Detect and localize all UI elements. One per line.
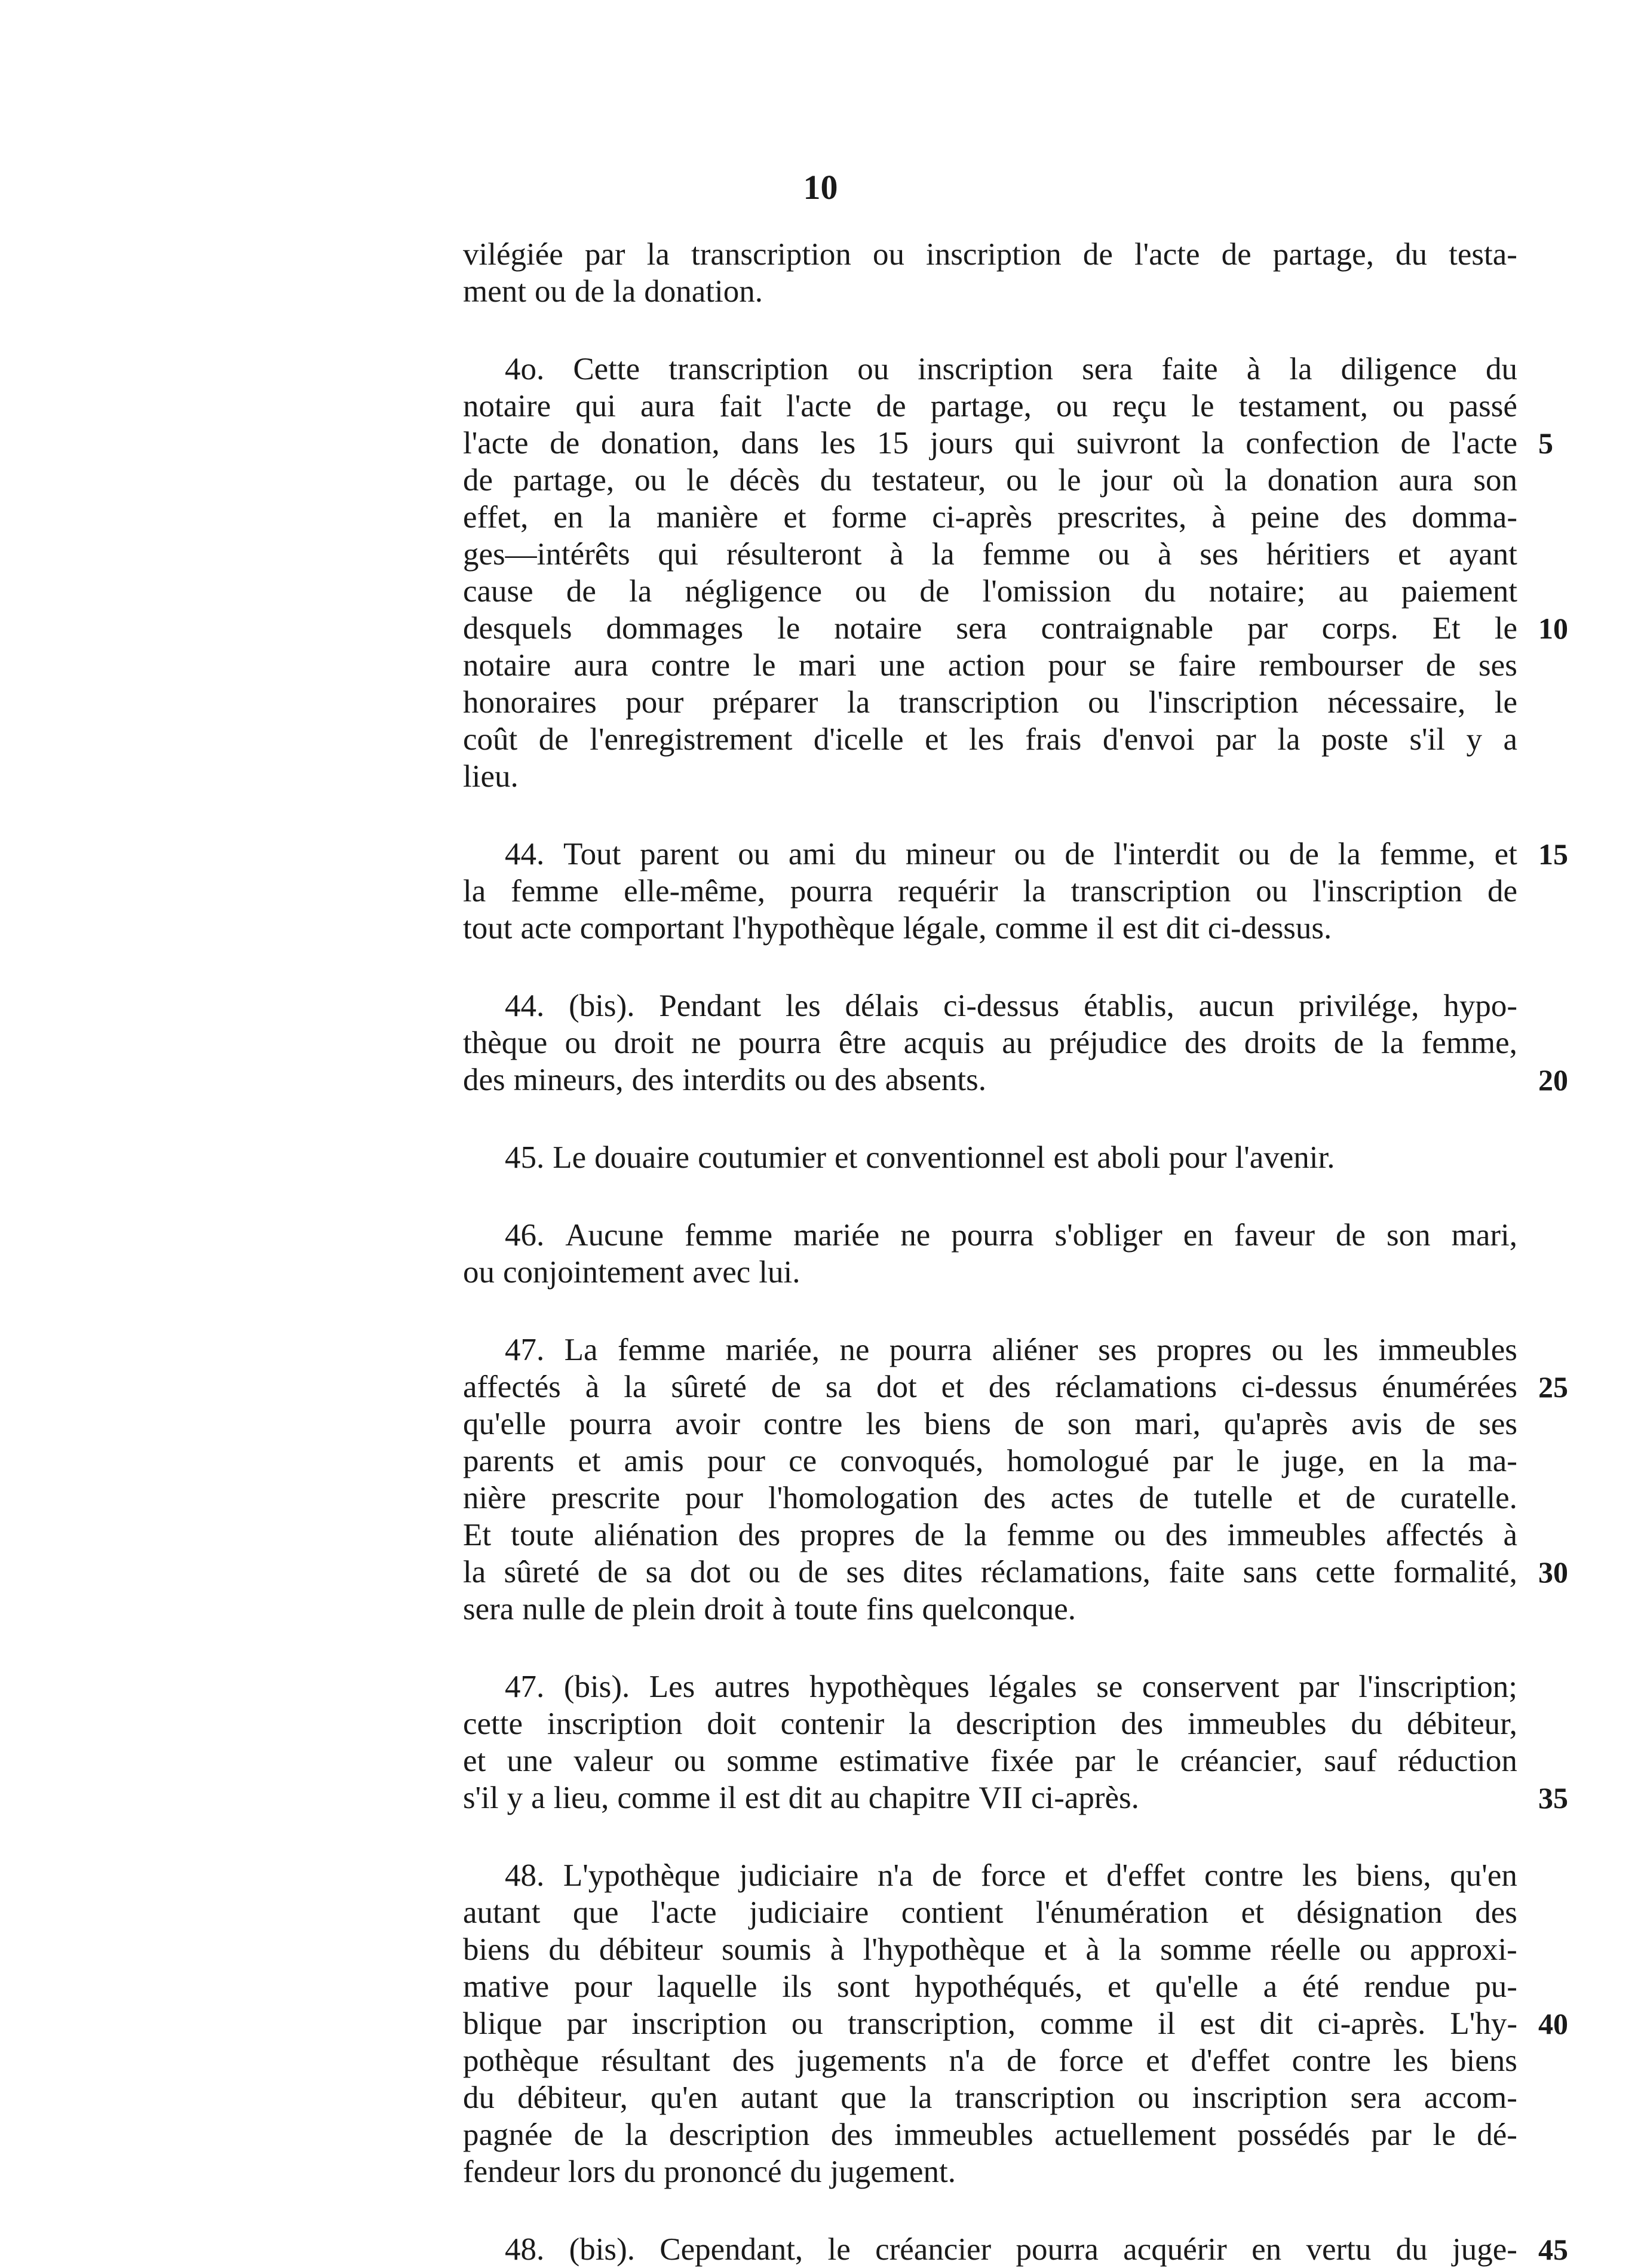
paragraph — [463, 236, 1517, 310]
paragraph — [463, 836, 1568, 947]
text-line: s'il y a lieu, comme il est dit au chapitre VII ci-après. 35 — [463, 1781, 1568, 1815]
margin-line-number: 25 — [1538, 1370, 1568, 1404]
text-line: ges—intérêts qui résulteront à la femme ou à ses héritiers et ayant — [463, 537, 1517, 572]
text-line: de partage, ou le décès du testateur, ou le jour où la donation aura son — [463, 463, 1517, 498]
margin-line-number: 45 — [1538, 2233, 1568, 2266]
text-line: coût de l'enregistrement d'icelle et les frais d'envoi par la poste s'il y a — [463, 722, 1517, 757]
text-line: nière prescrite pour l'homologation des actes de tutelle et de curatelle. — [463, 1481, 1517, 1515]
text-line: 48. (bis). Cependant, le créancier pourra acquérir en vertu du juge- 45 — [505, 2232, 1568, 2267]
text-line: 4o. Cette transcription ou inscription sera faite à la diligence du — [505, 352, 1517, 386]
text-line: sera nulle de plein droit à toute fins quelconque. — [463, 1592, 1076, 1626]
text-line: 44. (bis). Pendant les délais ci-dessus établis, aucun privilége, hypo- — [505, 989, 1517, 1023]
text-line: 48. L'ypothèque judiciaire n'a de force et d'effet contre les biens, qu'en — [505, 1858, 1517, 1893]
paragraph-gap — [463, 1628, 1517, 1668]
paragraph-gap — [463, 1176, 1517, 1217]
text-line: lieu. — [463, 759, 519, 794]
text-line: pagnée de la description des immeubles actuellement possédés par le dé- — [463, 2117, 1517, 2152]
text-line: ou conjointement avec lui. — [463, 1255, 800, 1290]
paragraph-gap — [463, 947, 1517, 987]
body-text — [463, 236, 1568, 2268]
text-line: l'acte de donation, dans les 15 jours qui suivront la confection de l'acte 5 — [463, 426, 1553, 461]
paragraph-gap — [463, 1291, 1517, 1331]
text-line: qu'elle pourra avoir contre les biens de son mari, qu'après avis de ses — [463, 1407, 1517, 1441]
text-line: vilégiée par la transcription ou inscription de l'acte de partage, du testa- — [463, 237, 1517, 272]
text-line: la sûreté de sa dot ou de ses dites réclamations, faite sans cette formalité, 30 — [463, 1555, 1568, 1589]
paragraph — [463, 1668, 1568, 1816]
text-line: notaire qui aura fait l'acte de partage, ou reçu le testament, ou passé — [463, 389, 1517, 423]
paragraph-gap — [463, 310, 1517, 351]
text-line: pothèque résultant des jugements n'a de force et d'effet contre les biens — [463, 2043, 1517, 2078]
margin-line-number: 5 — [1538, 426, 1553, 460]
text-line: autant que l'acte judiciaire contient l'énumération et désignation des — [463, 1895, 1517, 1930]
text-line: fendeur lors du prononcé du jugement. — [463, 2155, 956, 2189]
text-line: biens du débiteur soumis à l'hypothèque et à la somme réelle ou approxi- — [463, 1932, 1517, 1967]
text-line: 44. Tout parent ou ami du mineur ou de l'interdit ou de la femme, et 15 — [505, 837, 1568, 871]
text-line: affectés à la sûreté de sa dot et des réclamations ci-dessus énumérées 25 — [463, 1370, 1568, 1404]
paragraph — [463, 1217, 1517, 1291]
margin-line-number: 10 — [1538, 612, 1568, 645]
text-line: honoraires pour préparer la transcription ou l'inscription nécessaire, le — [463, 685, 1517, 720]
paragraph-gap — [463, 1098, 1517, 1139]
text-line: blique par inscription ou transcription, comme il est dit ci-après. L'hy- 40 — [463, 2006, 1568, 2041]
text-line: thèque ou droit ne pourra être acquis au préjudice des droits de la femme, — [463, 1026, 1517, 1060]
text-line: parents et amis pour ce convoqués, homologué par le juge, en la ma- — [463, 1444, 1517, 1478]
paragraph — [463, 1331, 1568, 1628]
text-line: 46. Aucune femme mariée ne pourra s'obliger en faveur de son mari, — [505, 1218, 1517, 1253]
text-line: mative pour laquelle ils sont hypothéqués, et qu'elle a été rendue pu- — [463, 1969, 1517, 2004]
text-line: la femme elle-même, pourra requérir la transcription ou l'inscription de — [463, 874, 1517, 909]
text-line: du débiteur, qu'en autant que la transcription ou inscription sera accom- — [463, 2080, 1517, 2115]
text-line: ment ou de la donation. — [463, 274, 763, 309]
margin-line-number: 35 — [1538, 1781, 1568, 1815]
paragraph-gap — [463, 2190, 1517, 2231]
paragraph — [463, 1857, 1568, 2190]
margin-line-number: 20 — [1538, 1063, 1568, 1097]
paragraph-gap — [463, 1816, 1517, 1857]
text-line: cette inscription doit contenir la description des immeubles du débiteur, — [463, 1707, 1517, 1741]
text-line: tout acte comportant l'hypothèque légale, comme il est dit ci-dessus. — [463, 911, 1332, 946]
paragraph — [463, 1139, 1517, 1176]
paragraph — [463, 987, 1568, 1098]
text-line: Et toute aliénation des propres de la femme ou des immeubles affectés à — [463, 1518, 1517, 1552]
text-line: et une valeur ou somme estimative fixée par le créancier, sauf réduction — [463, 1744, 1517, 1778]
text-line: des mineurs, des interdits ou des absents. 20 — [463, 1063, 1568, 1097]
text-line: 47. La femme mariée, ne pourra aliéner ses propres ou les immeubles — [505, 1333, 1517, 1367]
paragraph-gap — [463, 795, 1517, 836]
paragraph — [463, 2231, 1568, 2268]
paragraph — [463, 351, 1568, 795]
margin-line-number: 15 — [1538, 837, 1568, 871]
text-line: 45. Le douaire coutumier et conventionnel est aboli pour l'avenir. — [505, 1140, 1335, 1175]
text-line: 47. (bis). Les autres hypothèques légales se conservent par l'inscription; — [505, 1669, 1517, 1704]
page-number: 10 — [803, 168, 838, 207]
text-line: notaire aura contre le mari une action pour se faire rembourser de ses — [463, 648, 1517, 683]
margin-line-number: 30 — [1538, 1555, 1568, 1589]
margin-line-number: 40 — [1538, 2007, 1568, 2040]
text-line: cause de la négligence ou de l'omission du notaire; au paiement — [463, 574, 1517, 609]
text-line: effet, en la manière et forme ci-après prescrites, à peine des domma- — [463, 500, 1517, 535]
text-line: desquels dommages le notaire sera contraignable par corps. Et le 10 — [463, 611, 1568, 646]
